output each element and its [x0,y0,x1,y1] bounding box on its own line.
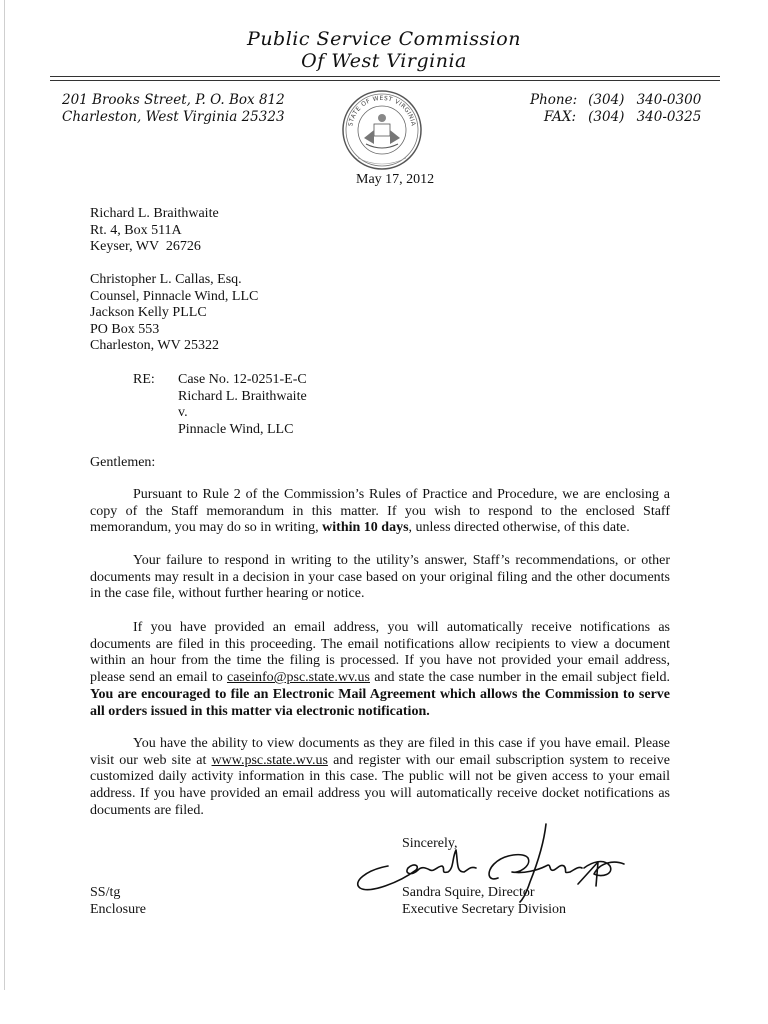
state-seal-icon [340,88,424,172]
letterhead-title: Public Service Commission [247,28,521,50]
signatory-division: Executive Secretary Division [402,901,567,917]
recipient-line: PO Box 553 [90,321,160,337]
signatory-name-title: Sandra Squire, Director [402,885,535,900]
fax-area-code: (304) [588,109,625,125]
enclosure-note: Enclosure [90,901,146,917]
letterhead-rule-bottom [50,80,720,81]
paragraph-email-notifications [90,620,670,720]
letterhead-contact [530,92,701,126]
fax-number: 340-0325 [636,109,702,125]
typist-initials: SS/tg [90,885,121,900]
letter-date: May 17, 2012 [356,172,435,187]
letterhead-address [62,92,285,126]
recipient-address-1 [90,206,219,256]
paragraph-rule-2-notice [90,487,670,537]
phone-area-code: (304) [588,92,625,108]
paragraph-text: and state the case number in the email subject field. [370,670,670,686]
recipient-line: Christopher L. Callas, Esq. [90,272,242,287]
paragraph-text: , unless directed otherwise, of this date. [408,520,630,536]
fax-row [530,109,701,126]
recipient-line: Richard L. Braithwaite [90,206,219,221]
typist-initials-and-enclosure [90,885,146,918]
recipient-line: Charleston, WV 25322 [90,338,219,354]
letterhead-rule-top [50,76,720,77]
re-subject [178,372,307,438]
recipient-address-2 [90,272,258,355]
address-line-1: 201 Brooks Street, P. O. Box 812 [62,92,285,108]
phone-row [530,92,701,109]
paragraph-failure-to-respond [90,553,670,603]
paragraph-text: You have the ability to view documents as they are filed in this case if you have email. Please visit our web site at [90,736,670,768]
re-line: v. [178,405,188,421]
svg-text:STATE OF WEST VIRGINIA: STATE OF WEST VIRGINIA [347,94,417,127]
scan-edge-line [4,0,5,990]
caseinfo-email-link[interactable]: caseinfo@psc.state.wv.us [226,670,370,686]
paragraph-text: and register with our email subscription system to receive customized daily activity information in this case. The public will not be given access to your email address. If you have provided an email address you will automatically receive docket notifications as documents are filed. [90,752,670,818]
address-line-2: Charleston, West Virginia 25323 [62,109,285,125]
closing: Sincerely, [402,836,458,851]
recipient-line: Jackson Kelly PLLC [90,305,207,321]
paragraph-text: Pursuant to Rule 2 of the Commission’s Rules of Practice and Procedure, we are enclosing a copy of the Staff memorandum in this matter. If you wish to respond to the enclosed Staff memorandum, you may do so in writing, [90,487,670,536]
electronic-mail-agreement-emphasis: You are encouraged to file an Electronic Mail Agreement which allows the Commission to serve all orders issued in this matter via electronic notification. [90,686,670,719]
recipient-line: Keyser, WV 26726 [90,239,201,255]
re-line-case-number: Case No. 12-0251-E-C [178,372,307,387]
paragraph-view-documents [90,736,670,820]
paragraph-text: If you have provided an email address, you will automatically receive notifications as documents are filed in this proceeding. The email notifications allow recipients to view a document within an hour from the time the filing is processed. If you have not provided your email address, please send an email to [90,620,670,686]
re-line: Pinnacle Wind, LLC [178,421,294,437]
letterhead-subtitle: Of West Virginia [301,50,467,72]
phone-number: 340-0300 [636,92,702,108]
re-line: Richard L. Braithwaite [178,388,307,404]
salutation: Gentlemen: [90,455,156,470]
psc-website-link[interactable]: www.psc.state.wv.us [211,752,328,768]
paragraph-text: Your failure to respond in writing to the utility’s answer, Staff’s recommendations, or other documents may result in a decision in your case based on your original filing and the other documents in the case file, without further hearing or notice. [90,553,670,602]
re-label: RE: [133,372,155,387]
phone-label: Phone: [530,92,578,108]
signatory [402,885,566,918]
recipient-line: Counsel, Pinnacle Wind, LLC [90,288,259,304]
fax-label: FAX: [543,109,576,125]
deadline-emphasis: within 10 days [322,520,409,536]
recipient-line: Rt. 4, Box 511A [90,222,182,238]
